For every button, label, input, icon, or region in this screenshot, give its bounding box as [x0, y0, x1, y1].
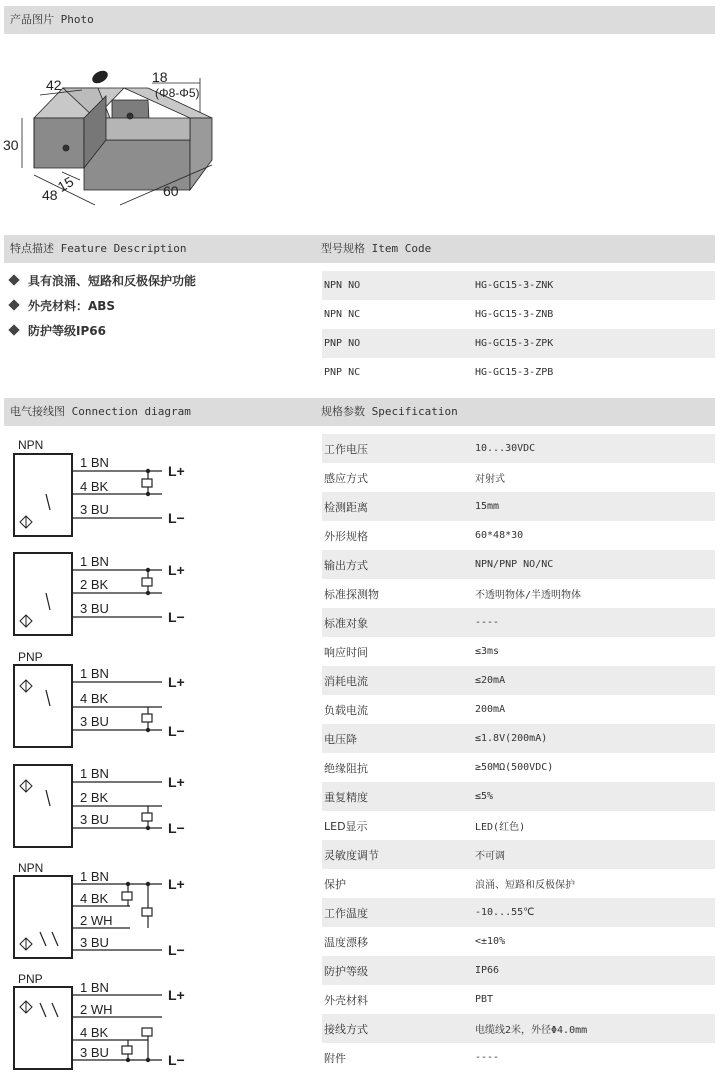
- spec-key: 标准探测物: [324, 587, 379, 601]
- table-row: [322, 550, 715, 579]
- spec-value: IP66: [473, 956, 715, 985]
- spec-key: 灵敏度调节: [322, 840, 473, 869]
- wire-label: 4 BK: [80, 1025, 109, 1040]
- connection-diagrams: [0, 430, 310, 1080]
- wire-label: 1 BN: [80, 554, 109, 569]
- spec-value: ----: [473, 608, 715, 637]
- spec-value: -10...55℃: [473, 898, 715, 927]
- terminal-l-plus: L+: [168, 774, 185, 790]
- section-item-code: 型号规格 Item Code: [315, 235, 715, 263]
- spec-key: 绝缘阻抗: [324, 761, 368, 775]
- terminal-l-plus: L+: [168, 562, 185, 578]
- spec-key: 接线方式: [322, 1014, 473, 1043]
- spec-key: 负载电流: [324, 703, 368, 717]
- section-photo: 产品图片 Photo: [4, 6, 715, 34]
- spec-key: 检测距离: [322, 492, 473, 521]
- table-row: [322, 666, 715, 695]
- table-row: [322, 956, 715, 985]
- spec-value: ≤1.8V(200mA): [473, 724, 715, 753]
- table-row: [322, 753, 715, 782]
- terminal-l-minus: L−: [168, 1052, 185, 1068]
- spec-value: LED(红色): [475, 822, 526, 833]
- wire-label: 1 BN: [80, 766, 109, 781]
- wire-label: 4 BK: [80, 891, 109, 906]
- spec-key: 响应时间: [324, 645, 368, 659]
- terminal-l-plus: L+: [168, 674, 185, 690]
- spec-value: ----: [475, 1052, 500, 1063]
- wire-label: 3 BU: [80, 502, 109, 517]
- spec-key: 工作电压: [322, 434, 473, 463]
- wire-label: 3 BU: [80, 935, 109, 950]
- spec-value: 对射式: [475, 474, 505, 485]
- table-row: [322, 840, 715, 869]
- spec-value: 15mm: [473, 492, 715, 521]
- spec-value: 浪涌、短路和反极保护: [475, 880, 575, 891]
- table-row: [322, 434, 715, 463]
- spec-key: 消耗电流: [322, 666, 473, 695]
- spec-key: 温度漂移: [324, 935, 368, 949]
- spec-key: LED显示: [324, 819, 368, 833]
- spec-value: NPN/PNP NO/NC: [473, 550, 715, 579]
- spec-value: 不透明物体/半透明物体: [475, 590, 582, 601]
- table-row: PNP NO HG-GC15-3-ZPK: [322, 329, 715, 358]
- feature-item: 具有浪涌、短路和反极保护功能: [10, 272, 196, 289]
- wire-label: 1 BN: [80, 980, 109, 995]
- dim-48: 48: [42, 187, 58, 203]
- dim-phi: (Φ8-Φ5): [155, 86, 200, 100]
- dim-60: 60: [163, 183, 179, 199]
- table-row: [322, 521, 715, 550]
- table-row: [322, 724, 715, 753]
- terminal-l-minus: L−: [168, 820, 185, 836]
- section-feature: 特点描述 Feature Description: [4, 235, 315, 263]
- spec-key: 输出方式: [322, 550, 473, 579]
- spec-value: 60*48*30: [475, 530, 524, 541]
- table-row: [322, 695, 715, 724]
- spec-key: 标准对象: [322, 608, 473, 637]
- table-row: [322, 869, 715, 898]
- dim-42: 42: [46, 77, 62, 93]
- terminal-l-plus: L+: [168, 987, 185, 1003]
- table-row: [322, 782, 715, 811]
- spec-key: 附件: [324, 1051, 346, 1065]
- table-row: [322, 1043, 715, 1072]
- terminal-l-minus: L−: [168, 510, 185, 526]
- feature-item: 防护等级IP66: [10, 322, 106, 339]
- table-row: [322, 927, 715, 956]
- terminal-l-plus: L+: [168, 463, 185, 479]
- table-row: [322, 579, 715, 608]
- diamond-bullet-icon: [8, 324, 19, 335]
- item-code-table: [322, 271, 715, 387]
- spec-key: 电压降: [322, 724, 473, 753]
- terminal-l-minus: L−: [168, 723, 185, 739]
- table-row: PNP NC HG-GC15-3-ZPB: [324, 367, 554, 378]
- wire-label: 2 WH: [80, 913, 113, 928]
- dim-15: 15: [54, 173, 77, 195]
- terminal-l-plus: L+: [168, 876, 185, 892]
- dim-18: 18: [152, 69, 168, 85]
- wire-label: 2 BK: [80, 790, 109, 805]
- wire-label: 2 BK: [80, 577, 109, 592]
- section-spec: 规格参数 Specification: [315, 398, 715, 426]
- spec-key: 保护: [324, 877, 346, 891]
- table-row: [322, 985, 715, 1014]
- terminal-l-minus: L−: [168, 942, 185, 958]
- product-photo: [0, 40, 240, 220]
- wire-label: 1 BN: [80, 869, 109, 884]
- terminal-l-minus: L−: [168, 609, 185, 625]
- spec-key: 感应方式: [324, 471, 368, 485]
- wire-label: 3 BU: [80, 714, 109, 729]
- diagram-label-npn: NPN: [18, 438, 44, 452]
- table-row: NPN NO HG-GC15-3-ZNK: [322, 271, 715, 300]
- wire-label: 4 BK: [80, 479, 109, 494]
- spec-value: 200mA: [475, 704, 506, 715]
- dim-30: 30: [3, 137, 19, 153]
- section-connection: 电气接线图 Connection diagram: [4, 398, 315, 426]
- wire-label: 3 BU: [80, 601, 109, 616]
- table-row: [322, 637, 715, 666]
- spec-value: ≤5%: [473, 782, 715, 811]
- diagram-label-pnp: PNP: [18, 972, 43, 986]
- spec-table: [322, 434, 715, 1072]
- spec-value: ≤3ms: [475, 646, 500, 657]
- spec-key: 防护等级: [322, 956, 473, 985]
- spec-key: 外形规格: [324, 529, 368, 543]
- wire-label: 1 BN: [80, 666, 109, 681]
- spec-value: ≤20mA: [473, 666, 715, 695]
- wire-label: 1 BN: [80, 455, 109, 470]
- spec-key: 外壳材料: [324, 993, 368, 1007]
- table-row: [322, 811, 715, 840]
- spec-key: 工作温度: [322, 898, 473, 927]
- spec-value: ≥50MΩ(500VDC): [475, 762, 554, 773]
- table-row: [322, 492, 715, 521]
- feature-item: 外壳材料：ABS: [10, 297, 115, 314]
- diamond-bullet-icon: [8, 299, 19, 310]
- wire-label: 3 BU: [80, 812, 109, 827]
- spec-value: 不可调: [473, 840, 715, 869]
- table-row: [322, 463, 715, 492]
- table-row: [322, 898, 715, 927]
- wire-label: 2 WH: [80, 1002, 113, 1017]
- spec-key: 重复精度: [322, 782, 473, 811]
- table-row: NPN NC HG-GC15-3-ZNB: [324, 309, 554, 320]
- spec-value: <±10%: [475, 936, 506, 947]
- table-row: [322, 608, 715, 637]
- table-row: [322, 1014, 715, 1043]
- spec-value: PBT: [475, 994, 494, 1005]
- wire-label: 3 BU: [80, 1045, 109, 1060]
- diagram-label-pnp: PNP: [18, 650, 43, 664]
- diamond-bullet-icon: [8, 274, 19, 285]
- spec-value: 10...30VDC: [473, 434, 715, 463]
- spec-value: 电缆线2米，外径Φ4.0mm: [473, 1014, 715, 1043]
- diagram-label-npn: NPN: [18, 861, 44, 875]
- wire-label: 4 BK: [80, 691, 109, 706]
